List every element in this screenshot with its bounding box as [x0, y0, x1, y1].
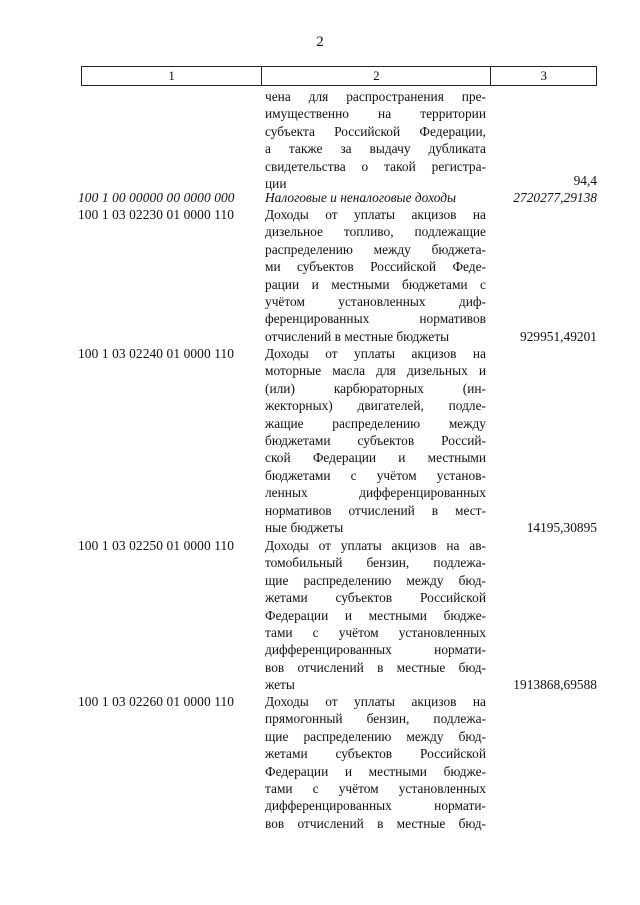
row-0-description [265, 88, 486, 192]
row-5-line: Федерации и местными бюдже- [265, 763, 486, 779]
row-4-line: щие распределению между бюд- [265, 572, 486, 588]
row-4-line: томобильный бензин, подлежа- [265, 555, 486, 571]
row-4-line: жетами субъектов Российской [265, 590, 486, 606]
row-3-line: бюджетами с учётом установ- [265, 467, 486, 483]
header-col-1: 1 [82, 67, 262, 85]
row-5-code: 100 1 03 02260 01 0000 110 [78, 694, 235, 709]
row-2-amount: 929951,49201 [520, 329, 597, 344]
row-3-code: 100 1 03 02240 01 0000 110 [78, 346, 235, 361]
row-4-line: Федерации и местными бюдже- [265, 607, 486, 623]
row-0-line: субъекта Российской Федерации, [265, 123, 486, 139]
row-5-line: дифференцированных нормати- [265, 798, 486, 814]
row-4-line: дифференцированных нормати- [265, 642, 486, 658]
row-2-description [265, 206, 486, 345]
row-1-amount: 2720277,29138 [513, 190, 597, 205]
row-5-line: вов отчислений в местные бюд- [265, 815, 486, 831]
row-5-line: тами с учётом установленных [265, 781, 486, 797]
row-3-line: Доходы от уплаты акцизов на [265, 346, 486, 361]
row-5-description [265, 693, 486, 832]
row-2-line: Доходы от уплаты акцизов на [265, 207, 486, 222]
row-2-line: дизельное топливо, подлежащие [265, 224, 486, 240]
row-3-line: моторные масла для дизельных и [265, 363, 486, 379]
row-3-line: (или) карбюраторных (ин- [265, 380, 486, 396]
row-0-line: а также за выдачу дубликата [265, 141, 486, 157]
row-1-code: 100 1 00 00000 00 0000 000 [78, 190, 235, 205]
row-4-line: тами с учётом установленных [265, 625, 486, 641]
row-3-line: ные бюджеты [265, 520, 344, 536]
row-2-line: отчислений в местные бюджеты [265, 328, 450, 344]
row-3-line: ленных дифференцированных [265, 485, 486, 501]
row-4-description [265, 537, 486, 694]
row-2-line: распределению между бюджета- [265, 241, 486, 257]
row-2-line: рации и местными бюджетами с [265, 276, 486, 292]
row-5-line: жетами субъектов Российской [265, 746, 486, 762]
row-0-line: имущественно на территории [265, 106, 486, 122]
row-3-line: жекторных) двигателей, подле- [265, 398, 486, 414]
header-col-2: 2 [262, 67, 491, 85]
row-2-line: ми субъектов Российской Феде- [265, 259, 486, 275]
row-2-line: ференцированных нормативов [265, 311, 486, 327]
row-2-code: 100 1 03 02230 01 0000 110 [78, 207, 235, 222]
row-5-line: прямогонный бензин, подлежа- [265, 711, 486, 727]
row-3-description [265, 345, 486, 536]
row-4-line: жеты [265, 677, 295, 693]
row-2-line: учётом установленных диф- [265, 294, 486, 310]
row-5-line: щие распределению между бюд- [265, 728, 486, 744]
row-0-line: чена для распространения пре- [265, 89, 486, 104]
row-4-line: вов отчислений в местные бюд- [265, 659, 486, 675]
row-0-line: ции [265, 176, 287, 192]
page-number: 2 [316, 34, 324, 50]
row-1-line: Налоговые и неналоговые доходы [265, 190, 457, 205]
row-0-line: свидетельства о такой регистра- [265, 158, 486, 174]
row-0-amount: 94,4 [573, 173, 597, 188]
row-5-line: Доходы от уплаты акцизов на [265, 694, 486, 709]
row-3-line: бюджетами субъектов Россий- [265, 433, 486, 449]
row-3-amount: 14195,30895 [526, 520, 597, 535]
row-3-line: нормативов отчислений в мест- [265, 502, 486, 518]
row-4-amount: 1913868,69588 [513, 677, 597, 692]
table-header [81, 66, 597, 86]
row-3-line: жащие распределению между [265, 415, 486, 431]
header-col-3: 3 [540, 68, 547, 83]
row-4-code: 100 1 03 02250 01 0000 110 [78, 538, 235, 553]
row-1-description [265, 189, 486, 206]
row-3-line: ской Федерации и местными [265, 450, 486, 466]
row-4-line: Доходы от уплаты акцизов на ав- [265, 538, 486, 553]
